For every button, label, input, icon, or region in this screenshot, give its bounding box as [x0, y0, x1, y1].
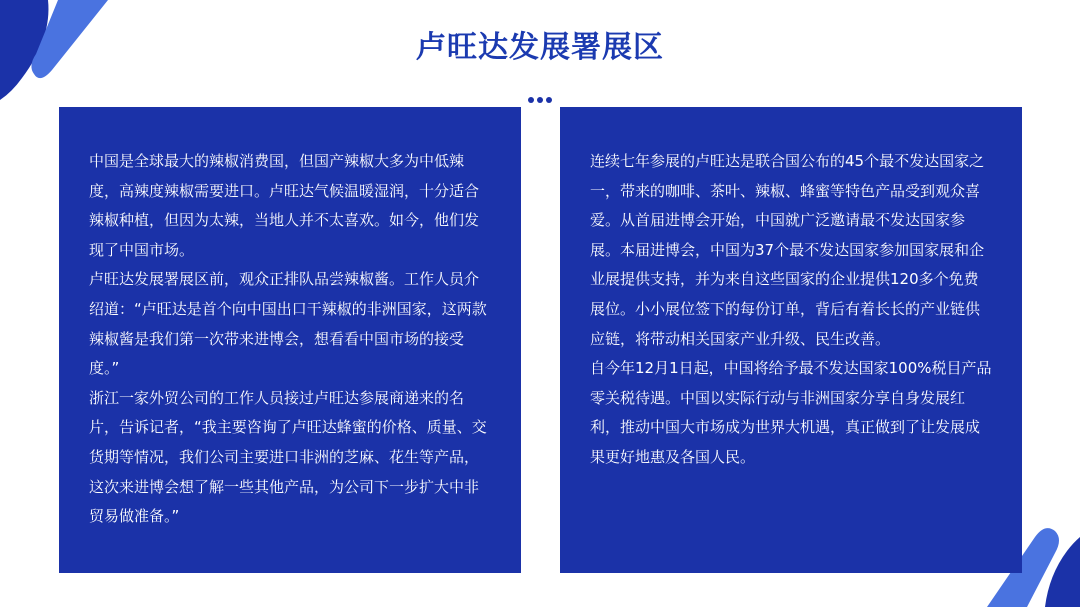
left-paragraph-2: 卢旺达发展署展区前，观众正排队品尝辣椒酱。工作人员介绍道：“卢旺达是首个向中国出口干辣椒的非洲国家，这两款辣椒酱是我们第一次带来进博会，想看看中国市场的接受度。” — [89, 270, 487, 378]
left-paragraph-3: 浙江一家外贸公司的工作人员接过卢旺达参展商递来的名片，告诉记者，“我主要咨询了卢旺达蜂蜜的价格、质量、交货期等情况，我们公司主要进口非洲的芝麻、花生等产品，这次来进博会想了解一些其他产品，为公司下一步扩大中非贸易做准备。” — [89, 388, 487, 526]
page-title: 卢旺达发展署展区 — [416, 30, 664, 65]
left-paragraph-1: 中国是全球最大的辣椒消费国，但国产辣椒大多为中低辣度，高辣度辣椒需要进口。卢旺达气候温暖湿润，十分适合辣椒种植，但因为太辣，当地人并不太喜欢。如今，他们发现了中国市场。 — [89, 152, 480, 259]
right-paragraph-2: 自今年12月1日起，中国将给予最不发达国家100%税目产品零关税待遇。中国以实际行动与非洲国家分享自身发展红利，推动中国大市场成为世界大机遇，真正做到了让发展成果更好地惠及各国人民。 — [590, 359, 992, 466]
dots-icon — [527, 96, 553, 104]
right-paragraph-1: 连续七年参展的卢旺达是联合国公布的45个最不发达国家之一，带来的咖啡、茶叶、辣椒、蜂蜜等特色产品受到观众喜爱。从首届进博会开始，中国就广泛邀请最不发达国家参展。本届进博会，中国为37个最不发达国家参加国家展和企业展提供支持，并为来自这些国家的企业提供120多个免费展位。小小展位签下的每份订单，背后有着长长的产业链供应链，将带动相关国家产业升级、民生改善。 — [590, 152, 985, 348]
left-text-panel — [59, 107, 521, 573]
right-text-panel — [560, 107, 1022, 573]
